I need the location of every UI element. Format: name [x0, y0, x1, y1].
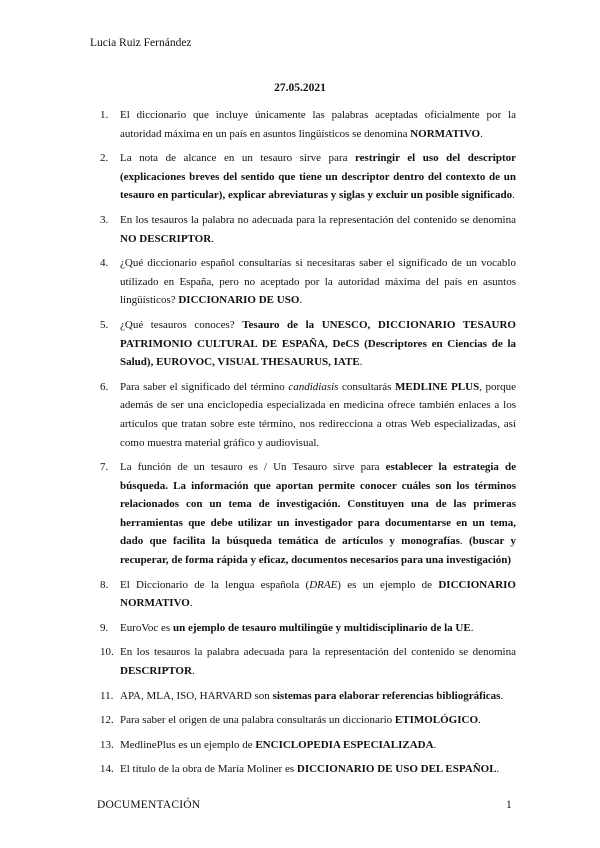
question-text: MedlinePlus es un ejemplo de: [120, 738, 256, 751]
question-text: El título de la obra de María Moliner es: [120, 763, 297, 776]
question-text: .: [478, 714, 481, 727]
document-date: 27.05.2021: [274, 82, 326, 94]
question-text: Para saber el origen de una palabra consultarás un diccionario: [120, 714, 395, 727]
question-text: .: [480, 127, 483, 140]
list-item: [100, 149, 516, 205]
question-text: consultarás: [338, 380, 395, 393]
question-text: En los tesauros la palabra no adecuada para la representación del contenido se denomina: [120, 213, 516, 226]
question-text: .: [433, 738, 437, 751]
question-text: La función de un tesauro es / Un Tesauro sirve para: [120, 461, 386, 474]
question-text: EuroVoc es: [120, 621, 173, 634]
question-text: ¿Qué diccionario español consultarías si necesitaras saber el significado de un vocablo utilizado en España, pero no aceptado por la autoridad máxima del país en asuntos lingüísticos?: [120, 257, 516, 307]
question-text: Para saber el significado del término: [120, 380, 289, 393]
answer-text: NO DESCRIPTOR: [120, 232, 212, 245]
item-number: 3.: [100, 213, 109, 226]
question-text: El diccionario que incluye únicamente las palabras aceptadas oficialmente por la autoridad máxima en un país en asuntos lingüísticos se denomina: [120, 109, 516, 140]
list-item: [100, 736, 516, 755]
item-number: 1.: [100, 109, 109, 121]
item-number: 8.: [100, 578, 109, 591]
question-text: .: [211, 232, 214, 245]
question-text: .: [512, 189, 515, 202]
answer-text: DICCIONARIO DE USO: [178, 294, 300, 307]
list-item: [100, 576, 516, 613]
answer-text: establecer la estrategia de búsqueda. La información que aportan permite conocer cuáles son los términos relacionados con un tema de investigación. Constituyen una de las primeras herramientas que debe utilizar un investigador para documentarse en un tema, dado que facilita la búsqueda temática de artículos y monografías: [120, 461, 516, 548]
question-text: APA, MLA, ISO, HARVARD son: [120, 689, 273, 702]
list-item: [100, 458, 516, 570]
footer-title: DOCUMENTACIÓN: [97, 799, 201, 811]
question-text: .: [189, 597, 193, 610]
item-number: 9.: [100, 621, 109, 634]
question-text: .: [496, 763, 500, 776]
answer-text: DICCIONARIO NORMATIVO: [120, 578, 516, 610]
item-number: 7.: [100, 461, 109, 474]
list-item: [100, 711, 516, 730]
question-text: .: [191, 665, 195, 678]
answer-text: MEDLINE PLUS: [394, 380, 480, 393]
item-number: 10.: [100, 646, 114, 659]
answer-text: un ejemplo de tesauro multilingüe y multidisciplinario de la UE: [172, 621, 471, 634]
question-list: [100, 106, 516, 785]
answer-text: ENCICLOPEDIA ESPECIALIZADA: [255, 738, 434, 751]
answer-text: DICCIONARIO DE USO DEL ESPAÑOL: [296, 763, 497, 776]
answer-text: sistemas para elaborar referencias bibliográficas: [272, 689, 501, 702]
answer-text: NORMATIVO: [410, 127, 481, 140]
italic-term: candidiasis: [288, 380, 339, 393]
list-item: [100, 106, 516, 143]
question-text: .: [459, 535, 469, 548]
answer-text: Tesauro de la UNESCO, DICCIONARIO TESAURO PATRIMONIO CULTURAL DE ESPAÑA, DeCS (Descriptores en Ciencias de la Salud), EUROVOC, VISUAL THESAURUS, IATE: [120, 318, 516, 369]
item-number: 13.: [100, 738, 114, 751]
list-item: [100, 619, 516, 638]
question-text: .: [500, 689, 504, 702]
question-text: ) es un ejemplo de: [337, 578, 439, 591]
list-item: [100, 643, 516, 680]
list-item: [100, 211, 516, 248]
answer-text: ETIMOLÓGICO: [394, 714, 479, 727]
item-number: 6.: [100, 380, 109, 393]
list-item: [100, 760, 516, 779]
item-number: 2.: [100, 152, 109, 165]
item-number: 5.: [100, 318, 109, 331]
item-number: 14.: [100, 763, 114, 776]
item-number: 11.: [100, 689, 114, 702]
question-text: La nota de alcance en un tesauro sirve para: [120, 152, 355, 165]
answer-text: (buscar y recuperar, de forma rápida y eficaz, documentos necesarios para una investigación): [120, 535, 517, 567]
list-item: [100, 254, 516, 310]
page-number: 1: [506, 799, 512, 811]
item-number: 4.: [100, 257, 109, 270]
list-item: [100, 378, 516, 452]
list-item: [100, 687, 516, 706]
italic-term: DRAE: [309, 578, 338, 591]
question-text: ¿Qué tesauros conoces?: [120, 318, 243, 331]
list-item: [100, 316, 516, 372]
item-number: 12.: [100, 714, 114, 727]
answer-text: DESCRIPTOR: [120, 665, 192, 678]
header-author: Lucia Ruiz Fernández: [90, 37, 192, 49]
question-text: .: [359, 356, 363, 369]
question-text: En los tesauros la palabra adecuada para la representación del contenido se denomina: [120, 646, 516, 659]
question-text: El Diccionario de la lengua española (: [120, 578, 310, 591]
question-text: , porque además de ser una enciclopedia especializada en medicina ofrece también enlaces a los artículos que tratan sobre este término, nos redirecciona a otras Web especializadas, así como muestra material gráfico y audiovisual.: [120, 380, 517, 449]
answer-text: restringir el uso del descriptor (explicaciones breves del sentido que tiene un descriptor dentro del contexto de un tesauro en particular), explicar abreviaturas y siglas y excluir un posible significado: [120, 152, 516, 202]
question-text: .: [299, 294, 303, 307]
question-text: .: [470, 621, 474, 634]
